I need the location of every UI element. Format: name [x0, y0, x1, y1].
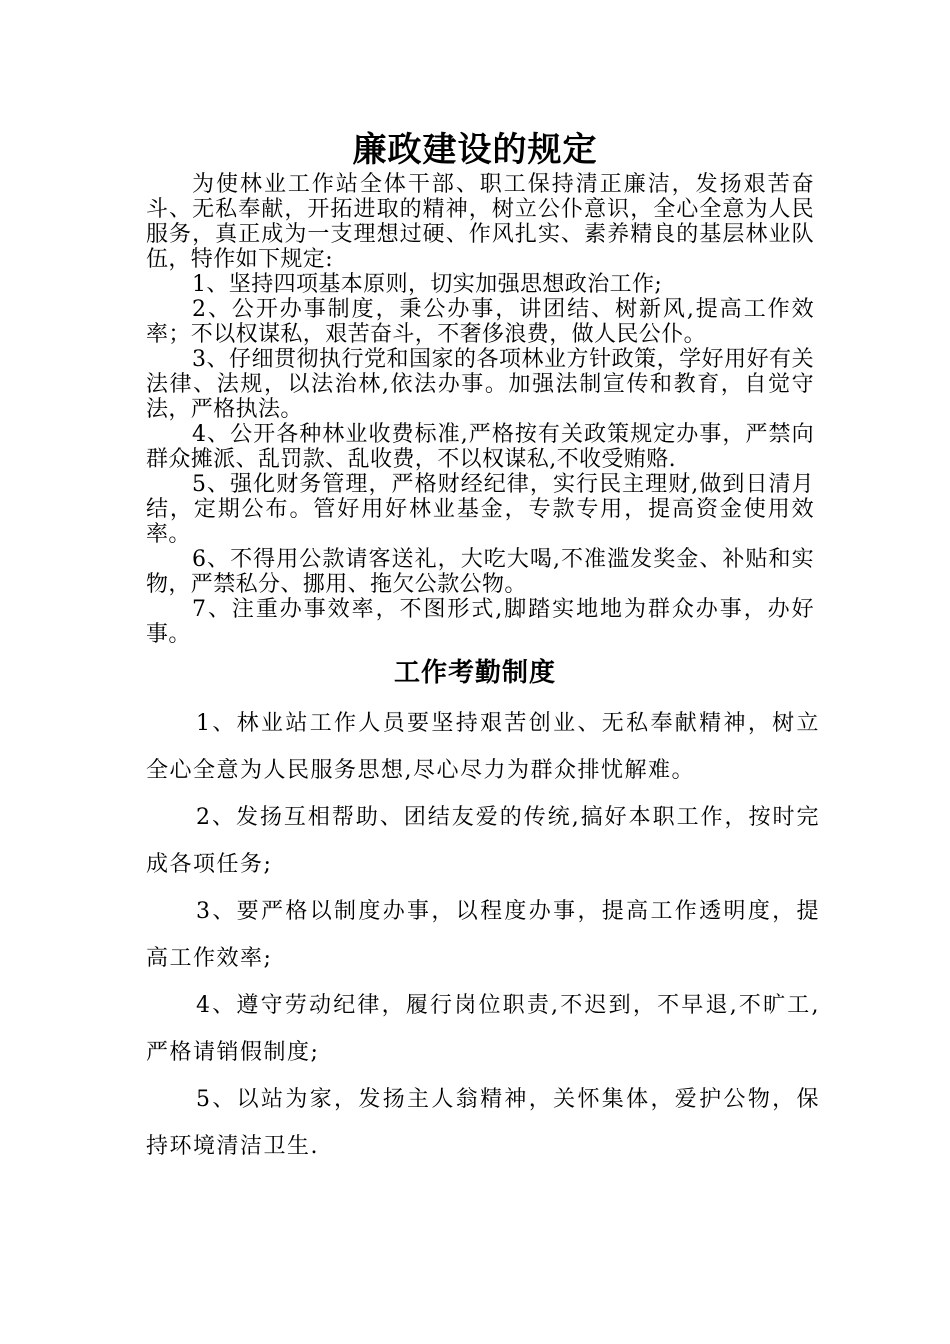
document-title: 廉政建设的规定: [352, 130, 598, 170]
rule-item: 1、坚持四项基本原则，切实加强思想政治工作;: [192, 272, 663, 297]
rule-item: 4、公开各种林业收费标准,严格按有关政策规定办事，严禁向群众摊派、乱罚款、乱收费，不以权谋私,不收受贿赂.: [146, 422, 814, 472]
rule-item: 2、公开办事制度，秉公办事，讲团结、树新风,提高工作效率；不以权谋私，艰苦奋斗，不奢侈浪费，做人民公仆。: [146, 297, 814, 347]
attendance-item: 5、以站为家，发扬主人翁精神，关怀集体，爱护公物，保持环境清洁卫生.: [146, 1087, 820, 1159]
integrity-regulations: [146, 172, 814, 647]
rule-item: 3、仔细贯彻执行党和国家的各项林业方针政策，学好用好有关法律、法规，以法治林,依法办事。加强法制宣传和教育，自觉守法，严格执法。: [146, 347, 814, 422]
section-title: 工作考勤制度: [393, 658, 556, 688]
attendance-rules: [146, 700, 820, 1170]
attendance-item: 4、遵守劳动纪律，履行岗位职责,不迟到，不早退,不旷工,严格请销假制度;: [146, 993, 820, 1065]
attendance-item: 1、林业站工作人员要坚持艰苦创业、无私奉献精神，树立全心全意为人民服务思想,尽心尽力为群众排忧解难。: [146, 711, 820, 783]
attendance-item: 2、发扬互相帮助、团结友爱的传统,搞好本职工作，按时完成各项任务;: [146, 805, 820, 877]
rule-item: 7、注重办事效率，不图形式,脚踏实地地为群众办事，办好事。: [146, 597, 814, 647]
rule-item: 6、不得用公款请客送礼，大吃大喝,不准滥发奖金、补贴和实物，严禁私分、挪用、拖欠公款公物。: [146, 547, 814, 597]
rule-item: 5、强化财务管理，严格财经纪律，实行民主理财,做到日清月结，定期公布。管好用好林业基金，专款专用，提高资金使用效率。: [146, 472, 814, 547]
attendance-item: 3、要严格以制度办事，以程度办事，提高工作透明度，提高工作效率;: [146, 899, 820, 971]
intro-paragraph: 为使林业工作站全体干部、职工保持清正廉洁，发扬艰苦奋斗、无私奉献，开拓进取的精神，树立公仆意识，全心全意为人民服务，真正成为一支理想过硬、作风扎实、素养精良的基层林业队伍，特作如下规定:: [146, 172, 814, 272]
